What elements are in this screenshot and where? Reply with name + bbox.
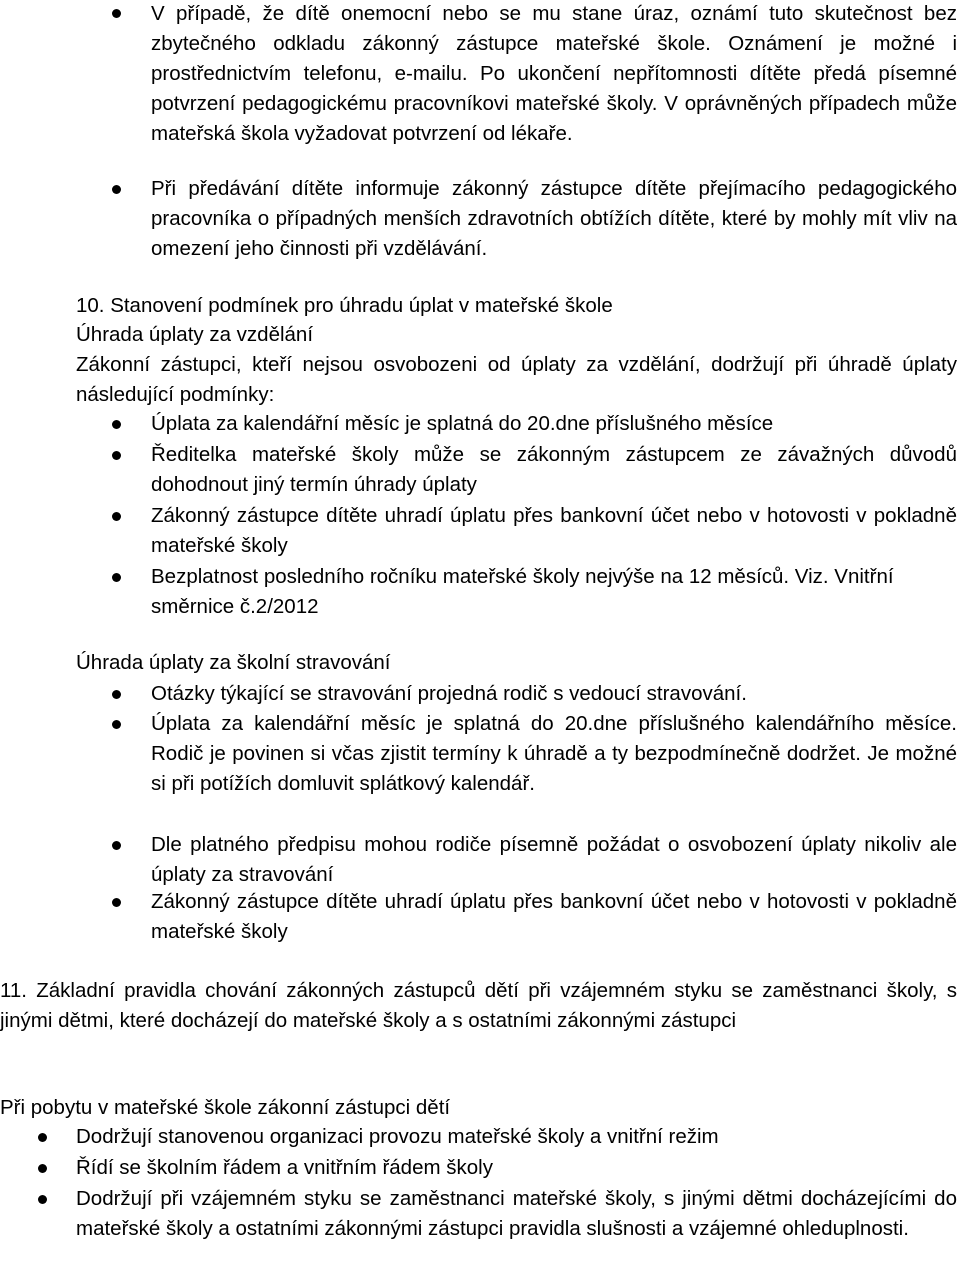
bullet-marker (112, 690, 121, 699)
bullet-marker (112, 185, 121, 194)
list-item: Zákonný zástupce dítěte uhradí úplatu přes bankovní účet nebo v hotovosti v pokladně mateřské školy (151, 890, 957, 943)
list-item: Řídí se školním řádem a vnitřním řádem školy (76, 1156, 493, 1179)
list-item: Otázky týkající se stravování projedná rodič s vedoucí stravování. (151, 682, 747, 705)
list-item: Bezplatnost posledního ročníku mateřské školy nejvýše na 12 měsíců. Viz. Vnitřní směrnice č.2/2012 (151, 565, 894, 618)
list-item: Při předávání dítěte informuje zákonný zástupce dítěte přejímacího pedagogického pracovníka o případných menších zdravotních obtížích dítěte, které by mohly mít vliv na omezení jeho činnosti při vzdělávání. (151, 177, 957, 260)
bullet-marker (112, 420, 121, 429)
subheading: Při pobytu v mateřské škole zákonní zástupci dětí (0, 1096, 451, 1119)
section-heading: 10. Stanovení podmínek pro úhradu úplat v mateřské škole (76, 294, 613, 317)
bullet-marker (112, 898, 121, 907)
bullet-marker (112, 720, 121, 729)
bullet-marker (112, 451, 121, 460)
bullet-marker (38, 1195, 47, 1204)
bullet-marker (112, 841, 121, 850)
bullet-marker (38, 1133, 47, 1142)
bullet-marker (38, 1164, 47, 1173)
list-item: Dodržují stanovenou organizaci provozu mateřské školy a vnitřní režim (76, 1125, 719, 1148)
subheading: Úhrada úplaty za školní stravování (76, 651, 391, 674)
list-item: Úplata za kalendářní měsíc je splatná do 20.dne příslušného kalendářního měsíce. Rodič je povinen si včas zjistit termíny k úhradě a ty bezpodmínečně dodržet. Je možné si při potížích domluvit splátkový kalendář. (151, 712, 957, 795)
subheading: Úhrada úplaty za vzdělání (76, 323, 314, 346)
bullet-marker (112, 9, 121, 18)
paragraph: Zákonní zástupci, kteří nejsou osvobozeni od úplaty za vzdělání, dodržují při úhradě úplaty následující podmínky: (76, 353, 957, 406)
list-item: Dle platného předpisu mohou rodiče písemně požádat o osvobození úplaty nikoliv ale úplaty za stravování (151, 833, 957, 886)
list-item: Úplata za kalendářní měsíc je splatná do 20.dne příslušného měsíce (151, 412, 774, 435)
section-heading: 11. Základní pravidla chování zákonných zástupců dětí při vzájemném styku se zaměstnanci školy, s jinými dětmi, které docházejí do mateřské školy a s ostatními zákonnými zástupci (0, 979, 957, 1032)
bullet-marker (112, 573, 121, 582)
list-item: V případě, že dítě onemocní nebo se mu stane úraz, oznámí tuto skutečnost bez zbytečného odkladu zákonný zástupce mateřské škole. Oznámení je možné i prostřednictvím telefonu, e-mailu. Po ukončení nepřítomnosti dítěte předá písemné potvrzení pedagogickému pracovníkovi mateřské školy. V oprávněných případech může mateřská škola vyžadovat potvrzení od lékaře. (151, 2, 957, 145)
list-item: Dodržují při vzájemném styku se zaměstnanci mateřské školy, s jinými dětmi docházejícími do mateřské školy a ostatními zákonnými zástupci pravidla slušnosti a vzájemné ohleduplnosti. (76, 1187, 957, 1240)
list-item: Ředitelka mateřské školy může se zákonným zástupcem ze závažných důvodů dohodnout jiný termín úhrady úplaty (151, 443, 957, 496)
list-item: Zákonný zástupce dítěte uhradí úplatu přes bankovní účet nebo v hotovosti v pokladně mateřské školy (151, 504, 957, 557)
bullet-marker (112, 512, 121, 521)
